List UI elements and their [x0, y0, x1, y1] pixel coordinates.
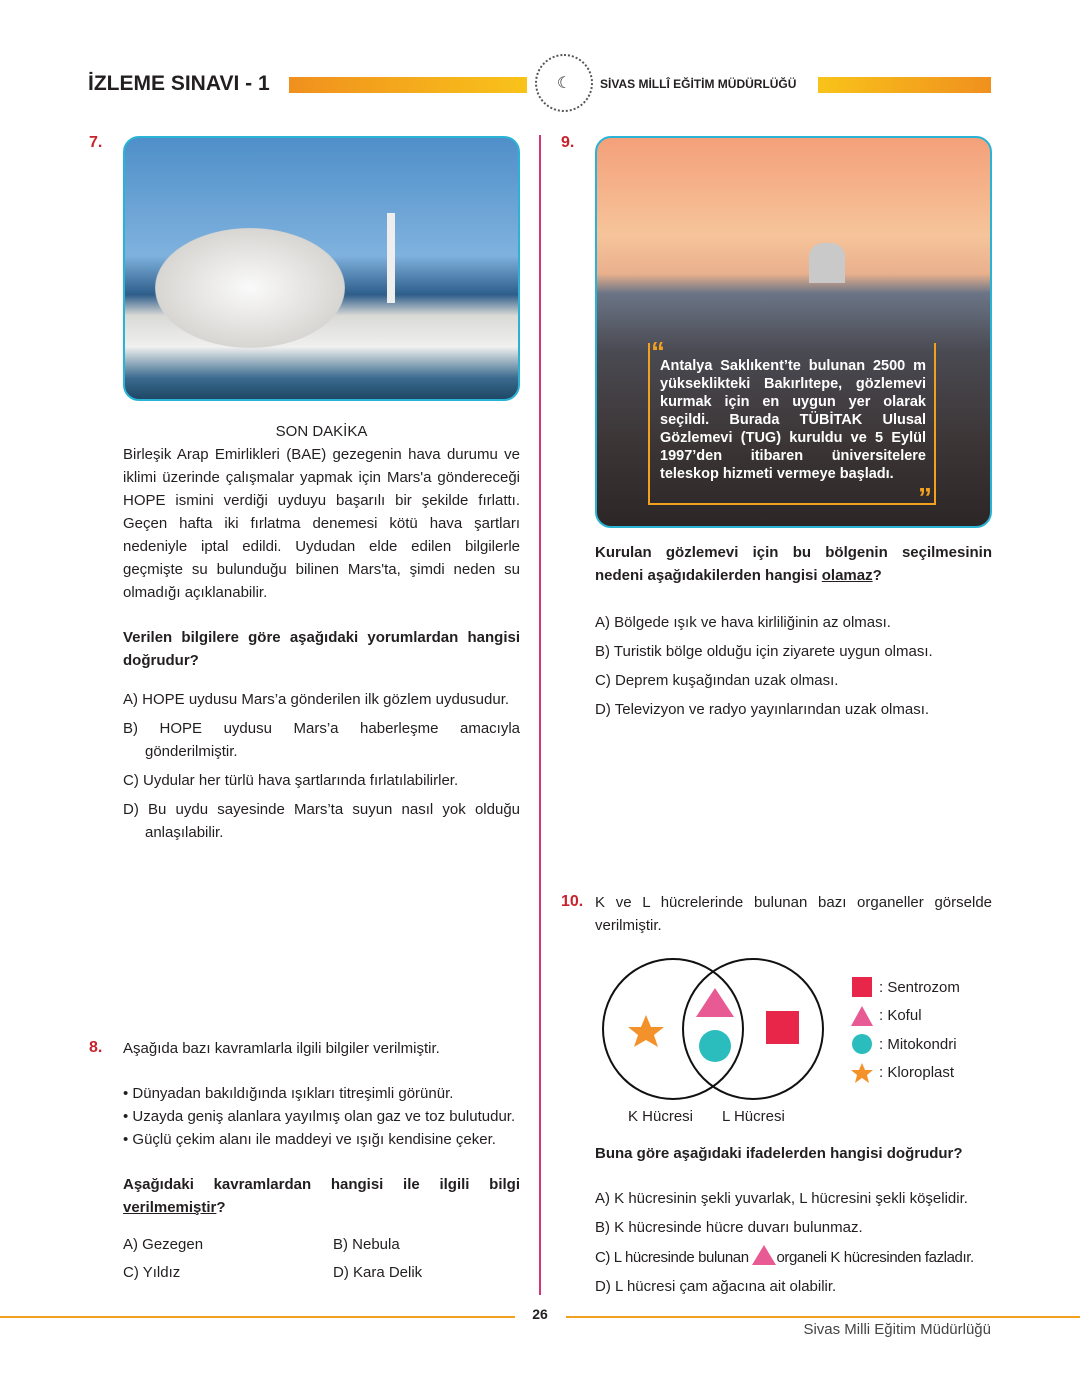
question-text: Kurulan gözlemevi için bu bölgenin seçilmesinin nedeni aşağıdakilerden hangisi — [595, 544, 992, 584]
star-icon — [628, 1015, 664, 1047]
option-c[interactable]: C) Uydular her türlü hava şartlarında fırlatılabilirler. — [123, 772, 459, 789]
question-emphasis: verilmemiştir — [123, 1199, 217, 1216]
quote-close-icon: ” — [918, 482, 932, 513]
question-end: ? — [216, 1199, 226, 1216]
rocket-launch-photo — [123, 136, 520, 401]
news-headline: SON DAKİKA — [275, 423, 368, 440]
news-text: Birleşik Arap Emirlikleri (BAE) gezegenin hava durumu ve iklimi üzerinde çalışmalar yapmak için Mars'a göndereceği HOPE ismini verdiği uyduyu başarılı bir şekilde fırlattı. Geçen hafta iki fırlatma denemesi kötü hava şartları nedeniyle iptal edildi. Uydudan elde edilen bilgilerle geçmişte su bulunduğu bilinen Mars'ta, şimdi neden su olmadığı açıklanabilir. — [123, 446, 520, 601]
option-a[interactable]: A) Gezegen — [123, 1236, 204, 1253]
question-emphasis: olamaz — [821, 567, 873, 584]
option-c[interactable]: C) Deprem kuşağından uzak olması. — [595, 672, 839, 689]
option-b[interactable]: B) Turistik bölge olduğu için ziyarete uygun olması. — [595, 643, 933, 660]
square-icon — [851, 976, 873, 998]
triangle-icon — [752, 1245, 776, 1265]
legend-label: : Mitokondri — [879, 1035, 957, 1053]
header-bar-left — [289, 77, 527, 93]
option-b[interactable]: B) K hücresinde hücre duvarı bulunmaz. — [595, 1219, 863, 1236]
legend — [851, 973, 960, 1087]
bullet: • Güçlü çekim alanı ile maddeyi ve ışığı kendisine çeker. — [123, 1131, 496, 1148]
quote-box: Antalya Saklıkent’te bulunan 2500 m yükseklikteki Bakırlıtepe, gözlemevi kurmak için en uygun yer olarak seçildi. Burada TÜBİTAK Ulusal Gözlemevi (TUG) kuruldu ve 5 Eylül 1997’den itibaren üniversitelere teleskop hizmeti vermeye başladı. — [648, 343, 936, 505]
exam-title: İZLEME SINAVI - 1 — [88, 72, 270, 95]
option-c-text-end: organeli K hücresinden fazladır. — [776, 1249, 974, 1266]
option-a[interactable]: A) HOPE uydusu Mars’a gönderilen ilk gözlem uydusudur. — [123, 691, 510, 708]
legend-label: : Sentrozom — [879, 978, 960, 996]
option-a[interactable]: A) K hücresinin şekli yuvarlak, L hücresini şekli köşelidir. — [595, 1190, 968, 1207]
question-text: Verilen bilgilere göre aşağıdaki yorumlardan hangisi doğrudur? — [123, 629, 520, 669]
star-icon — [851, 1062, 873, 1084]
option-d[interactable]: D) Televizyon ve radyo yayınlarından uzak olması. — [595, 701, 930, 718]
question-end: ? — [872, 567, 882, 584]
question-text: Aşağıdaki kavramlardan hangisi ile ilgili bilgi — [123, 1176, 520, 1193]
circle-icon — [851, 1033, 873, 1055]
footer-line-right — [566, 1316, 1080, 1318]
option-d[interactable]: D) Bu uydu sayesinde Mars’ta suyun nasıl yok olduğu anlaşılabilir. — [123, 801, 520, 841]
footer-line-left — [0, 1316, 515, 1318]
l-cell-label: L Hücresi — [722, 1108, 785, 1125]
option-d[interactable]: D) L hücresi çam ağacına ait olabilir. — [595, 1278, 837, 1295]
footer-org: Sivas Milli Eğitim Müdürlüğü — [803, 1321, 991, 1338]
option-c[interactable]: C) Yıldız — [123, 1264, 181, 1281]
option-c[interactable] — [595, 1245, 995, 1269]
bullet: • Dünyadan bakıldığında ışıkları titreşimli görünür. — [123, 1085, 454, 1102]
question-text: Buna göre aşağıdaki ifadelerden hangisi doğrudur? — [595, 1145, 963, 1162]
quote-open-icon: “ — [651, 336, 665, 367]
legend-label: : Koful — [879, 1007, 922, 1025]
question-number: 8. — [89, 1039, 103, 1056]
legend-label: : Kloroplast — [879, 1064, 955, 1082]
option-c-text: C) L hücresinde bulunan — [595, 1249, 753, 1266]
triangle-icon — [851, 1005, 873, 1027]
option-b[interactable]: B) HOPE uydusu Mars’a haberleşme amacıyla gönderilmiştir. — [123, 720, 520, 760]
header-bar-right — [818, 77, 991, 93]
option-d[interactable]: D) Kara Delik — [333, 1264, 423, 1281]
bullet: • Uzayda geniş alanlara yayılmış olan gaz ve toz bulutudur. — [123, 1108, 516, 1125]
k-cell-circle — [603, 959, 743, 1099]
l-cell-circle — [683, 959, 823, 1099]
column-divider — [539, 135, 541, 1295]
header-org: SİVAS MİLLÎ EĞİTİM MÜDÜRLÜĞÜ — [600, 77, 797, 91]
triangle-icon — [696, 988, 734, 1017]
k-cell-label: K Hücresi — [628, 1108, 694, 1125]
venn-diagram — [595, 955, 845, 1105]
page-number: 26 — [532, 1306, 548, 1322]
option-b[interactable]: B) Nebula — [333, 1236, 400, 1253]
square-icon — [766, 1011, 799, 1044]
ministry-logo: ☾ — [535, 54, 593, 112]
question-intro: K ve L hücrelerinde bulunan bazı organeller görselde verilmiştir. — [595, 894, 992, 934]
question-intro: Aşağıda bazı kavramlarla ilgili bilgiler verilmiştir. — [123, 1040, 440, 1057]
question-number: 9. — [561, 134, 575, 151]
question-number: 7. — [89, 134, 103, 151]
circle-icon — [699, 1030, 731, 1062]
option-a[interactable]: A) Bölgede ışık ve hava kirliliğinin az olması. — [595, 614, 891, 631]
question-number: 10. — [561, 893, 584, 910]
